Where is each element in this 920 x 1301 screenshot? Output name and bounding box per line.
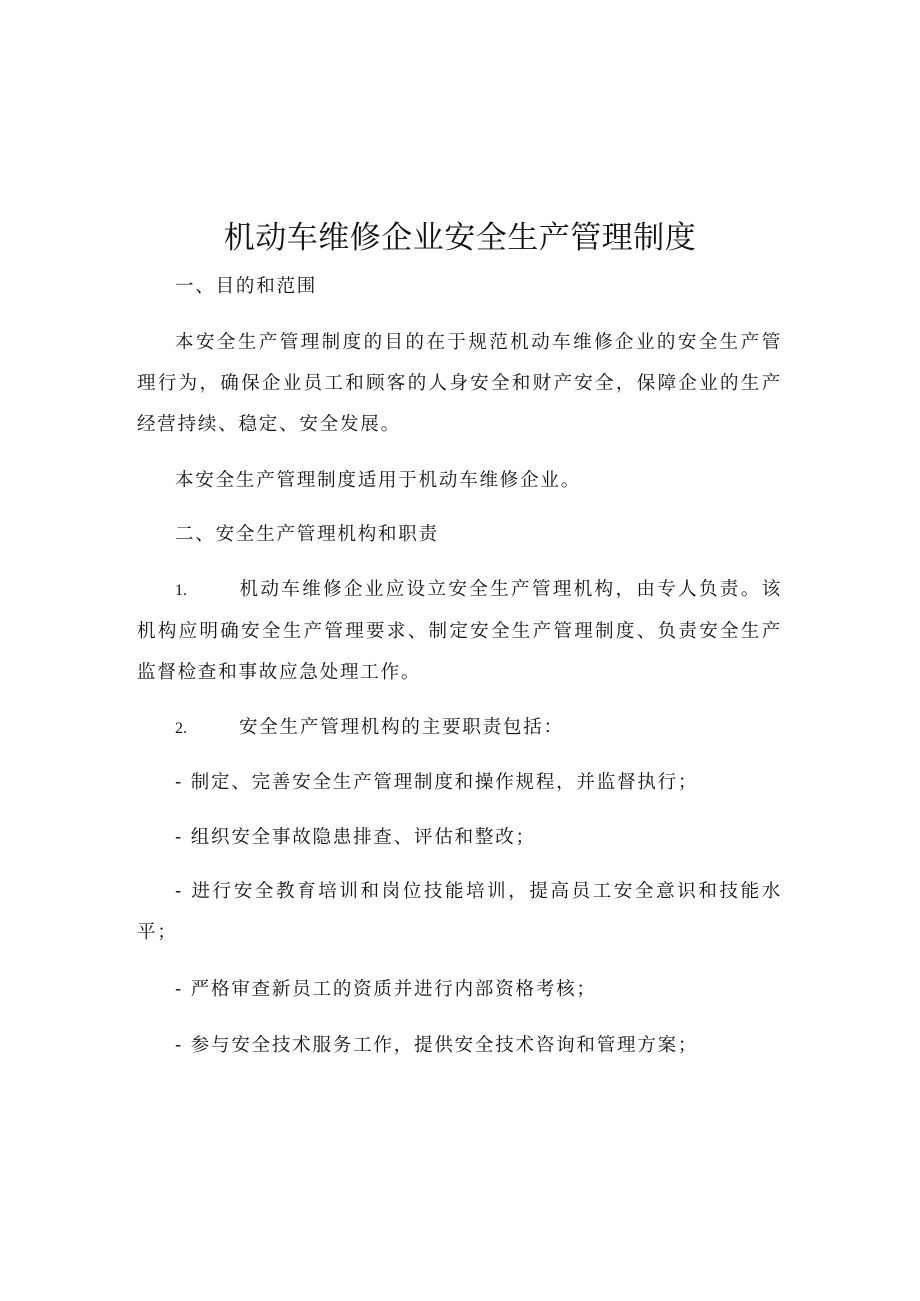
numbered-item [137, 707, 782, 749]
paragraph: 本安全生产管理制度的目的在于规范机动车维修企业的安全生产管理行为，确保企业员工和顾客的人身安全和财产安全，保障企业的生产经营持续、稳定、安全发展。 [137, 332, 782, 435]
item-number: 2. [175, 720, 187, 737]
section-heading: 一、目的和范围 [175, 276, 318, 297]
section-heading: 二、安全生产管理机构和职责 [175, 524, 439, 545]
numbered-item [137, 569, 782, 693]
item-text: 机动车维修企业应设立安全生产管理机构，由专人负责。该机构应明确安全生产管理要求、制定安全生产管理制度、负责安全生产监督检查和事故应急处理工作。 [137, 579, 782, 683]
duty-item: - 组织安全事故隐患排查、评估和整改； [175, 827, 536, 848]
paragraph: 本安全生产管理制度适用于机动车维修企业。 [175, 470, 582, 491]
document-title: 机动车维修企业安全生产管理制度 [223, 220, 697, 256]
duty-item: - 参与安全技术服务工作，提供安全技术咨询和管理方案； [175, 1035, 699, 1056]
duty-item: - 制定、完善安全生产管理制度和操作规程，并监督执行； [175, 772, 699, 793]
duty-item: - 严格审查新员工的资质并进行内部资格考核； [175, 979, 597, 1000]
item-text: 安全生产管理机构的主要职责包括： [239, 717, 564, 738]
duty-item: - 进行安全教育培训和岗位技能培训，提高员工安全意识和技能水平； [137, 881, 782, 943]
item-number: 1. [175, 582, 187, 599]
